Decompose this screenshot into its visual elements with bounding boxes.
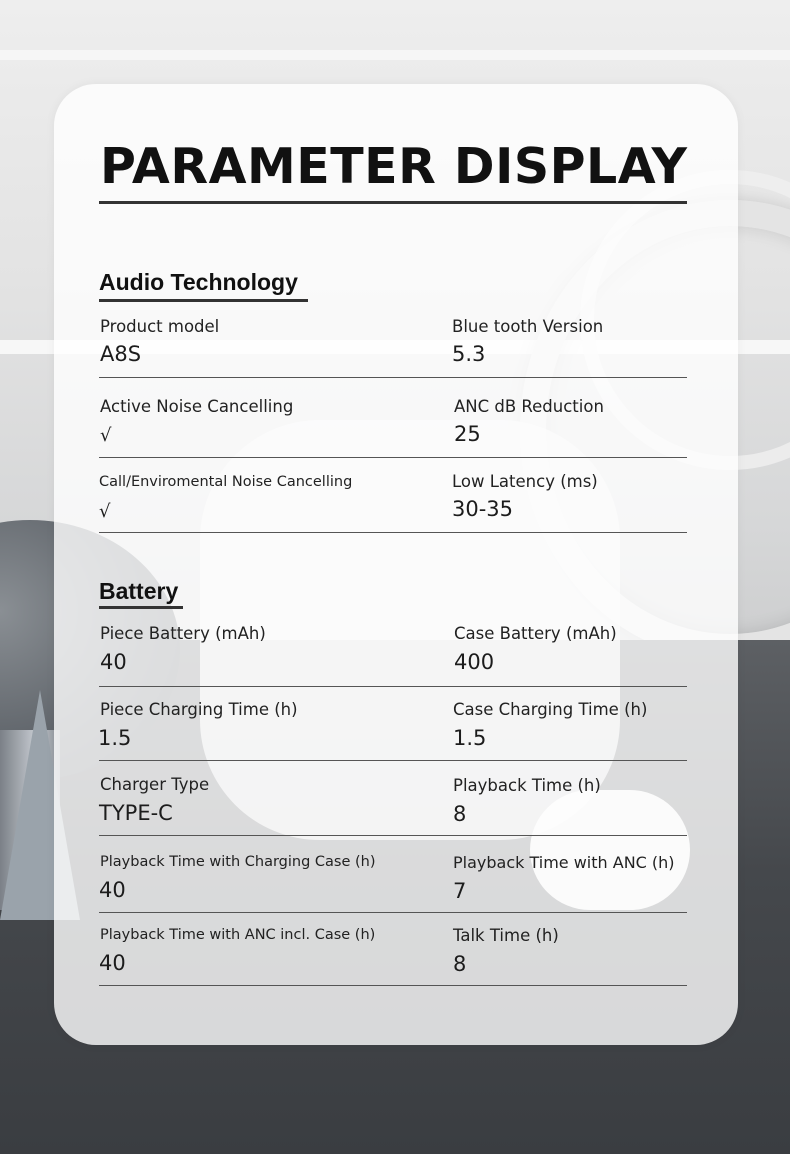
param-label-piece-battery: Piece Battery (mAh) <box>100 624 266 643</box>
param-label-playback-time-anc-incl-case: Playback Time with ANC incl. Case (h) <box>100 927 376 943</box>
param-value-playback-time-anc-incl-case: 40 <box>99 951 126 975</box>
param-label-call-noise-cancelling: Call/Enviromental Noise Cancelling <box>99 474 353 490</box>
param-value-piece-charging-time: 1.5 <box>98 726 132 750</box>
param-label-product-model: Product model <box>100 317 220 336</box>
param-value-active-noise-cancelling: √ <box>100 425 112 446</box>
param-label-case-battery: Case Battery (mAh) <box>454 624 617 643</box>
param-value-product-model: A8S <box>100 342 142 366</box>
param-label-bluetooth-version: Blue tooth Version <box>452 317 604 336</box>
param-value-anc-db-reduction: 25 <box>454 422 481 446</box>
section-underline-battery <box>99 606 183 609</box>
row-divider <box>99 985 687 986</box>
param-value-call-noise-cancelling: √ <box>99 501 111 522</box>
section-heading-battery: Battery <box>99 578 179 604</box>
row-divider <box>99 835 687 836</box>
param-value-playback-time: 8 <box>453 802 467 826</box>
page-title: PARAMETER DISPLAY <box>100 138 688 195</box>
title-divider <box>99 201 687 204</box>
param-value-charger-type: TYPE-C <box>99 801 173 825</box>
param-label-playback-time: Playback Time (h) <box>453 776 601 795</box>
param-value-talk-time: 8 <box>453 952 467 976</box>
param-label-playback-time-charging-case: Playback Time with Charging Case (h) <box>100 854 376 870</box>
param-label-case-charging-time: Case Charging Time (h) <box>453 700 648 719</box>
param-value-piece-battery: 40 <box>100 650 127 674</box>
row-divider <box>99 457 687 458</box>
param-value-low-latency: 30-35 <box>452 497 514 521</box>
param-value-case-battery: 400 <box>454 650 495 674</box>
background-shelf-top <box>0 50 790 60</box>
row-divider <box>99 760 687 761</box>
param-label-talk-time: Talk Time (h) <box>453 926 559 945</box>
param-value-bluetooth-version: 5.3 <box>452 342 486 366</box>
row-divider <box>99 377 687 378</box>
row-divider <box>99 532 687 533</box>
parameter-card <box>54 84 738 1045</box>
row-divider <box>99 686 687 687</box>
section-heading-audio-technology: Audio Technology <box>99 269 298 295</box>
param-label-anc-db-reduction: ANC dB Reduction <box>454 397 604 416</box>
param-label-low-latency: Low Latency (ms) <box>452 472 598 491</box>
param-value-playback-time-anc: 7 <box>453 879 467 903</box>
param-label-piece-charging-time: Piece Charging Time (h) <box>100 700 298 719</box>
param-label-charger-type: Charger Type <box>100 775 210 794</box>
param-value-playback-time-charging-case: 40 <box>99 878 126 902</box>
section-underline-audio-technology <box>99 299 308 302</box>
row-divider <box>99 912 687 913</box>
param-label-active-noise-cancelling: Active Noise Cancelling <box>100 397 294 416</box>
param-value-case-charging-time: 1.5 <box>453 726 487 750</box>
param-label-playback-time-anc: Playback Time with ANC (h) <box>453 853 675 872</box>
